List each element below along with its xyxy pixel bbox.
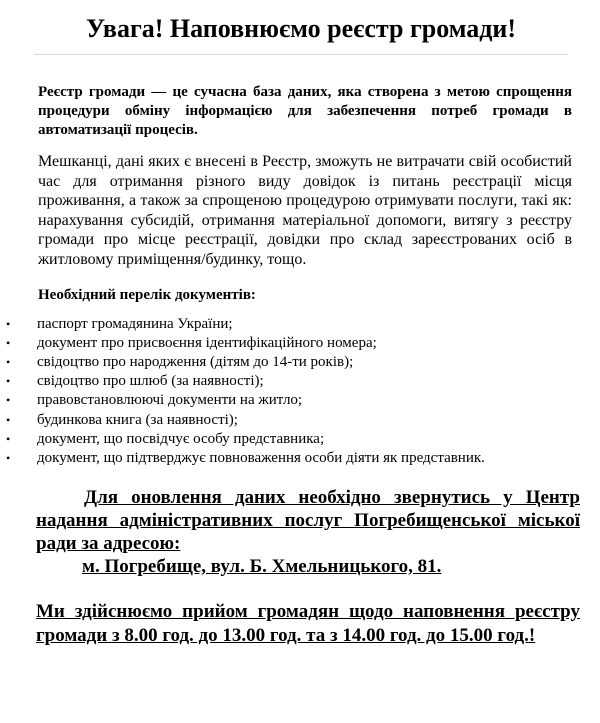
bullet-icon: • (6, 374, 11, 389)
list-item: • документ, що підтверджує повноваження особи діяти як представник. (22, 449, 580, 468)
schedule-notice: Ми здійснюємо прийом громадян щодо наповнення реєстру громади з 8.00 год. до 13.00 год. та з 14.00 год. до 15.00 год.! (36, 601, 580, 647)
bullet-icon: • (6, 354, 11, 369)
office-address: м. Погребище, вул. Б. Хмельницького, 81. (82, 556, 442, 578)
bullet-icon: • (6, 412, 11, 427)
documents-list (6, 315, 580, 469)
bullet-icon: • (6, 335, 11, 350)
intro-paragraph: Реєстр громади — це сучасна база даних, яка створена з метою спрощення процедури обміну інформацією для забезпечення потреб громади в автоматизації процесів. (38, 84, 572, 138)
list-item: • будинкова книга (за наявності); (22, 411, 580, 430)
description-paragraph: Мешканці, дані яких є внесені в Реєстр, зможуть не витрачати свій особистий час для отримання різного виду довідок із питань реєстрації місця проживання, а також за спрощеною процедурою отримувати послуги, такі як: нарахування субсидій, отримання матеріальної допомоги, витягу з реєстру громади про місце реєстрації, довідки про склад зареєстрованих осіб в житловому приміщення/будинку, тощо. (38, 153, 572, 268)
list-item: • свідоцтво про народження (дітям до 14-ти років); (22, 353, 580, 372)
list-item: • правовстановлюючі документи на житло; (22, 391, 580, 410)
bullet-icon: • (6, 450, 11, 465)
page-title: Увага! Наповнюємо реєстр громади! (34, 0, 568, 55)
list-item: • паспорт громадянина України; (22, 315, 580, 334)
bullet-icon: • (6, 316, 11, 331)
bullet-icon: • (6, 393, 11, 408)
contact-notice: Для оновлення даних необхідно звернутись у Центр надання адміністративних послуг Погребищенської міської ради за адресою: (36, 487, 580, 555)
list-item: • документ про присвоєння ідентифікаційного номера; (22, 334, 580, 353)
documents-heading: Необхідний перелік документів: (38, 286, 256, 303)
list-item: • документ, що посвідчує особу представника; (22, 430, 580, 449)
bullet-icon: • (6, 431, 11, 446)
list-item: • свідоцтво про шлюб (за наявності); (22, 372, 580, 391)
